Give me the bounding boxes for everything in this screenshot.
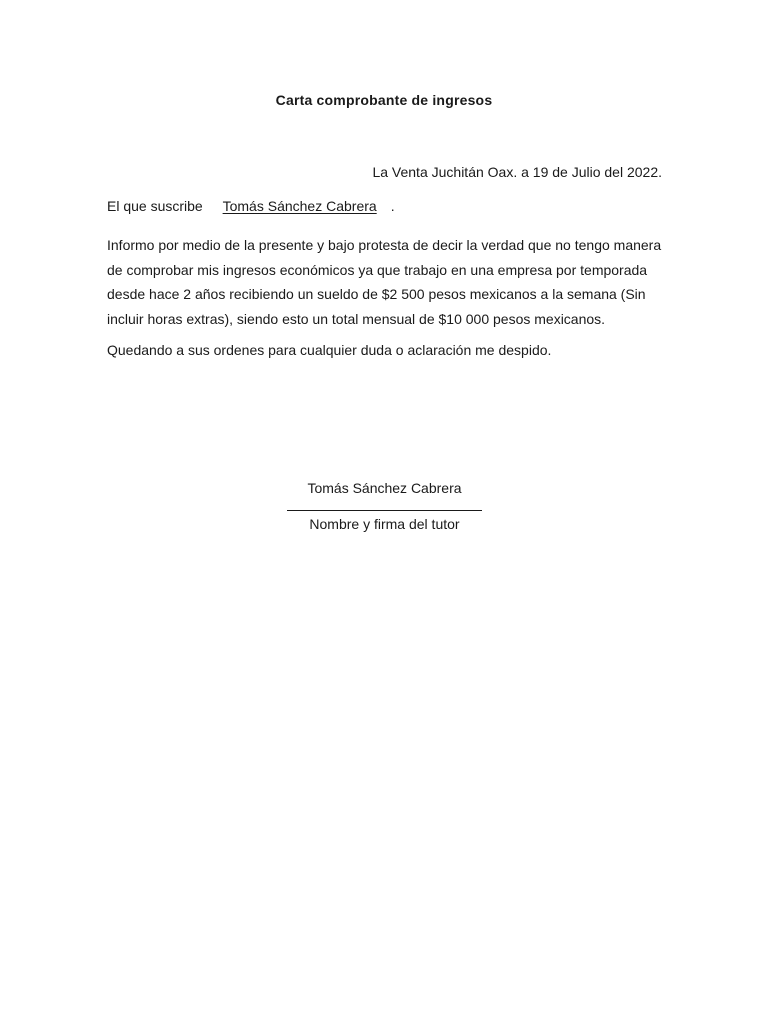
document-title: Carta comprobante de ingresos (275, 92, 493, 108)
closing-paragraph: Quedando a sus ordenes para cualquier duda o aclaración me despido. (107, 342, 552, 358)
subscriber-name: Tomás Sánchez Cabrera (222, 198, 377, 214)
body-paragraph: Informo por medio de la presente y bajo protesta de decir la verdad que no tengo manera de comprobar mis ingresos económicos ya que trabajo en una empresa por temporada desde hace 2 años recibiendo un sueldo de $2 500 pesos mexicanos a la semana (Sin incluir horas extras), siendo esto un total mensual de $10 000 pesos mexicanos. (107, 237, 662, 327)
subscriber-prefix: El que suscribe (107, 198, 203, 214)
signature-name: Tomás Sánchez Cabrera (307, 480, 462, 496)
signature-label: Nombre y firma del tutor (309, 516, 460, 532)
place-and-date: La Venta Juchitán Oax. a 19 de Julio del 2022. (372, 164, 662, 180)
subscriber-suffix: . (390, 198, 395, 214)
subscriber-line (107, 198, 395, 214)
signature-line (287, 510, 482, 511)
signature-block (287, 480, 482, 532)
